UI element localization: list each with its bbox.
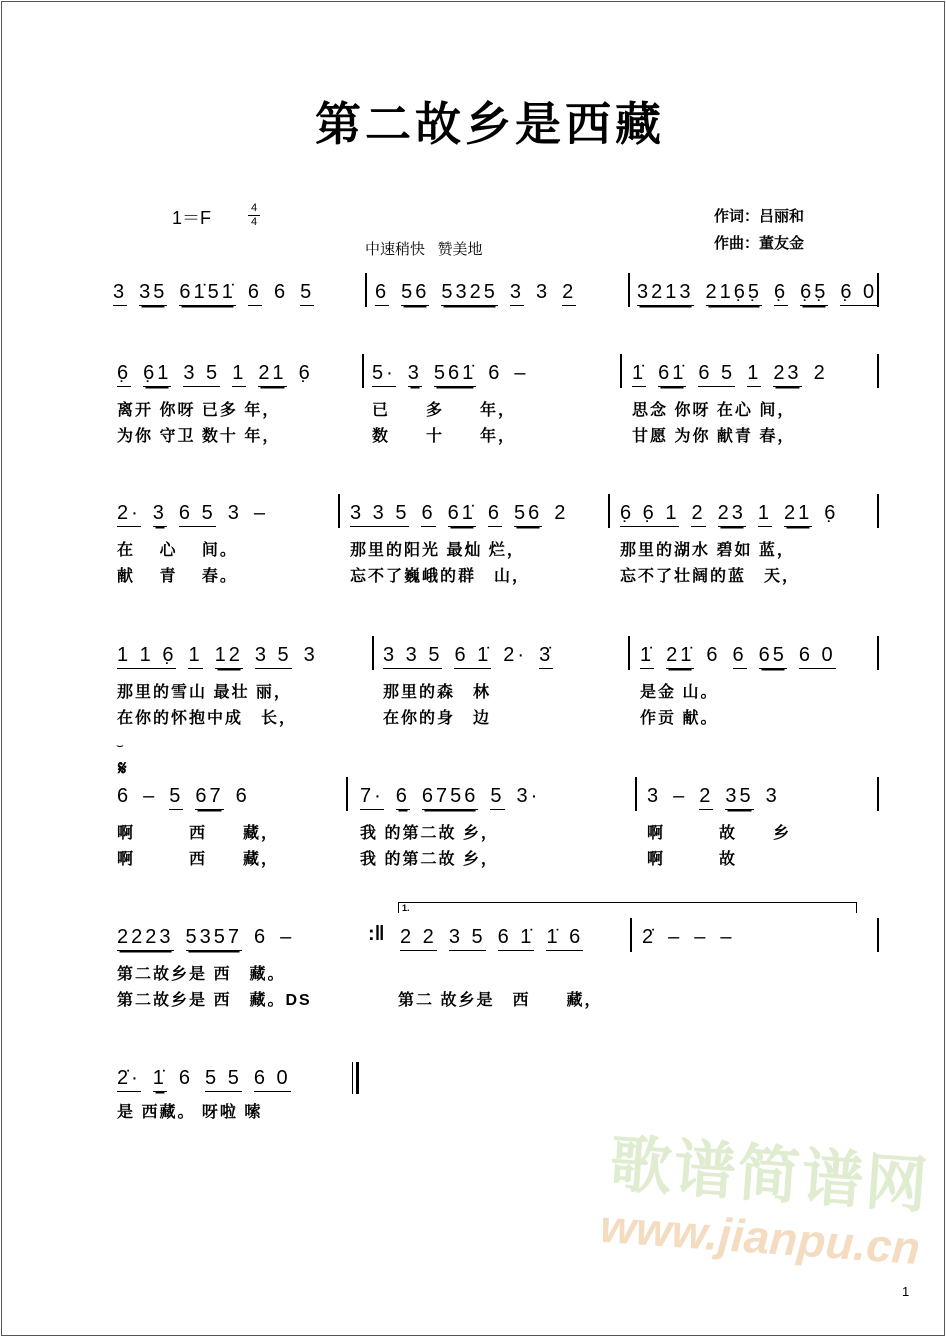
note-group: 3 — [647, 785, 662, 807]
note-group: 6 5 — [698, 362, 735, 387]
note-group: 1̇ — [640, 644, 654, 669]
lyric-verse-1: 那里的湖水 碧如 蓝， — [620, 542, 795, 559]
lyric-verse-1: 啊 西 藏， — [117, 825, 280, 842]
note-group: 3 5 — [255, 644, 292, 669]
measure — [117, 785, 262, 815]
note-group: 3 — [153, 502, 167, 527]
note-group: – — [694, 926, 709, 948]
note-group: 6 — [248, 281, 262, 306]
measure — [360, 785, 552, 815]
page-number: 1 — [902, 1284, 910, 1299]
note-group: 6̣ — [824, 502, 839, 524]
barline — [877, 354, 879, 388]
note-group: 65 — [759, 644, 787, 669]
song-title: 第二故乡是西藏 — [315, 97, 665, 151]
lyric-verse-1: 那里的森 林 — [383, 684, 492, 701]
note-group: 6 — [375, 281, 389, 306]
note-group: 3 — [227, 502, 242, 524]
lyric-verse-2: 啊 故 — [647, 851, 738, 868]
lyric-verse-1: 离开 你呀 已多 年， — [117, 402, 281, 419]
note-group: 61̇51̇ — [179, 281, 236, 306]
note-group: 67 — [195, 785, 223, 810]
measure — [117, 1067, 303, 1097]
time-top: 4 — [250, 202, 258, 214]
barline — [346, 777, 348, 811]
lyric-verse-1: 是金 山。 — [640, 684, 719, 701]
note-group: – — [673, 785, 688, 807]
note-group: 2 — [691, 502, 705, 527]
note-group: 21 — [258, 362, 286, 387]
measure — [632, 362, 840, 392]
note-group: 6 — [117, 785, 132, 807]
note-group: 6 — [706, 644, 721, 666]
measure — [647, 785, 792, 815]
note-group: 2 — [562, 281, 576, 306]
note-group: 6 — [488, 502, 502, 527]
lyric-verse-1: 那里的雪山 最壮 丽， — [117, 684, 292, 701]
note-group: 3 — [408, 362, 422, 387]
system-2 — [0, 362, 946, 492]
note-group: 5 5 — [205, 1067, 242, 1092]
barline — [877, 777, 879, 811]
note-group: 21 — [784, 502, 812, 527]
note-group: 35 — [139, 281, 167, 306]
lyric-verse-1: 我 的第二故 乡， — [360, 825, 499, 842]
note-group: 3 — [536, 281, 551, 303]
note-group: – — [280, 926, 295, 948]
lyric-verse-2: 忘不了巍峨的群 山， — [350, 568, 531, 585]
note-group: 216̣5̣ — [706, 281, 763, 306]
note-group: 2̇· — [117, 1067, 141, 1092]
measure — [372, 362, 541, 392]
lyric-verse-2: 数 十 年， — [372, 428, 517, 445]
note-group: 3 — [765, 785, 780, 807]
note-group: 5 — [300, 281, 314, 306]
measure — [642, 926, 747, 956]
lyricist: 作词：吕丽和 — [714, 208, 805, 225]
lyric-verse-1: 思念 你呀 在心 间， — [632, 402, 796, 419]
barline — [608, 494, 610, 528]
lyric-verse-2: 在你的身 边 — [383, 710, 492, 727]
note-group: 3 3 5 — [350, 502, 409, 527]
measure — [400, 926, 595, 956]
note-group: 6 1̇ — [454, 644, 491, 669]
note-group: 2 2 — [400, 926, 437, 951]
note-group: 1 — [232, 362, 246, 387]
barline — [628, 273, 630, 307]
note-group: 6 — [235, 785, 250, 807]
lyric-verse-2: 第二故乡是 西 藏。DS — [117, 992, 312, 1009]
barline — [630, 918, 632, 952]
note-group: 6 — [488, 362, 503, 384]
note-group: 5325 — [441, 281, 498, 306]
note-group: 3 5 — [449, 926, 486, 951]
barline — [877, 918, 879, 952]
note-group: 6̣ — [117, 362, 131, 387]
note-group: 21̇ — [666, 644, 694, 669]
measure — [117, 502, 280, 532]
note-group: 6̣ — [774, 281, 788, 306]
lyric-verse-2: 忘不了壮阔的蓝 天， — [620, 568, 801, 585]
note-group: 2 — [699, 785, 713, 810]
note-group: – — [720, 926, 735, 948]
note-group: 5 — [169, 785, 183, 810]
lyric-verse-2: 我 的第二故 乡， — [360, 851, 499, 868]
note-group: 6 0 — [799, 644, 836, 669]
measure — [640, 644, 848, 674]
note-group: 6 — [396, 785, 410, 810]
lyric-verse-1: 是 西藏。 呀啦 嗦 — [117, 1104, 263, 1121]
note-group: 3· — [516, 785, 541, 807]
note-group: 5· — [372, 362, 396, 387]
note-group: 12 — [215, 644, 243, 669]
note-group: 1 — [747, 362, 761, 387]
note-group: – — [143, 785, 158, 807]
lyric-verse-2: 甘愿 为你 献青 春， — [632, 428, 796, 445]
tempo-marking: 中速稍快 赞美地 — [365, 241, 483, 258]
barline — [362, 354, 364, 388]
lyric-verse-1: 那里的阳光 最灿 烂， — [350, 542, 525, 559]
note-group: 2 — [813, 362, 828, 384]
note-group: 1̇ 6 — [546, 926, 583, 951]
note-group: 3 — [303, 644, 318, 666]
barline — [338, 494, 340, 528]
system-6 — [0, 926, 946, 1056]
system-7 — [0, 1067, 946, 1197]
lyric-verse-2: 啊 西 藏， — [117, 851, 280, 868]
note-group: 6 — [421, 502, 435, 527]
note-group: 6756 — [422, 785, 479, 810]
time-signature — [248, 202, 260, 229]
watermark-logo: 歌谱简谱网 — [607, 1126, 932, 1223]
note-group: 2· — [117, 502, 141, 527]
note-group: 1 — [188, 644, 202, 669]
repeat-end-sign: :‖ — [368, 923, 385, 945]
note-group: 6 — [733, 644, 747, 669]
system-3 — [0, 502, 946, 632]
note-group: – — [668, 926, 683, 948]
key-signature: 1＝F — [172, 208, 212, 228]
lyric-verse-2: 为你 守卫 数十 年， — [117, 428, 281, 445]
note-group: – — [514, 362, 529, 384]
measure — [113, 281, 326, 311]
note-group: 6 1̇ — [498, 926, 535, 951]
note-group: 1 — [758, 502, 772, 527]
note-group: 6 — [178, 1067, 194, 1089]
lyric-verse-1: 啊 故 乡 — [647, 825, 792, 842]
composer: 作曲：董友金 — [714, 235, 805, 252]
note-group: 3̇ — [539, 644, 553, 669]
lyric-verse-1: 已 多 年， — [372, 402, 517, 419]
segno-sign: 𝄋 — [118, 758, 127, 780]
note-group: 56 — [514, 502, 542, 527]
barline — [365, 273, 367, 307]
note-group: – — [253, 502, 268, 524]
note-group: 2 — [554, 502, 569, 524]
time-bottom: 4 — [248, 215, 260, 229]
barline — [620, 354, 622, 388]
note-group: 5 — [490, 785, 504, 810]
measure — [383, 644, 565, 674]
barline — [877, 636, 879, 670]
measure — [375, 281, 588, 311]
note-group: 1̇ — [632, 362, 646, 387]
measure — [117, 644, 330, 674]
lyric-verse-2: 作贡 献。 — [640, 710, 719, 727]
note-group: 3213 — [637, 281, 694, 306]
note-group: 35 — [725, 785, 753, 810]
note-group: 3 5 — [183, 362, 220, 387]
measure — [117, 362, 325, 392]
barline — [635, 777, 637, 811]
note-group: 56 — [401, 281, 429, 306]
note-group: 6̣1 — [143, 362, 171, 387]
barline — [877, 494, 879, 528]
note-group: 5357 — [186, 926, 243, 951]
lyric-verse-1: 在 心 间。 — [117, 542, 238, 559]
note-group: 1 1 6̣ — [117, 644, 176, 669]
note-group: 3 — [113, 281, 127, 306]
note-group: 6 — [254, 926, 269, 948]
note-group: 3 3 5 — [383, 644, 442, 669]
note-group: 6 0 — [254, 1067, 291, 1092]
lyric-verse-1: 第二故乡是 西 藏。 — [117, 966, 286, 983]
note-group: 3 — [510, 281, 524, 306]
note-group: 1̇ — [153, 1067, 167, 1092]
watermark-url: www.jianpu.cn — [598, 1199, 922, 1275]
note-group: 6̣5̣ — [800, 281, 828, 306]
system-4 — [0, 644, 946, 774]
note-group: 2̇ — [642, 926, 657, 948]
volta-bracket: 1. — [398, 902, 857, 913]
measure — [350, 502, 580, 532]
note-group: 61̇ — [658, 362, 686, 387]
lyric-verse-2: 献 青 春。 — [117, 568, 238, 585]
lyric-verse-2: 第二 故乡是 西 藏， — [398, 992, 603, 1009]
note-group: 6̣ 6̣ 1 — [620, 502, 679, 527]
note-group: 6̣ 0 — [840, 281, 877, 306]
barline — [372, 636, 374, 670]
measure — [637, 281, 889, 311]
note-group: 23 — [773, 362, 801, 387]
measure — [620, 502, 850, 532]
note-group: 2· — [503, 644, 528, 666]
note-group: 6̣ — [298, 362, 313, 384]
note-group: 561̇ — [434, 362, 476, 387]
barline — [628, 636, 630, 670]
note-group: 6 — [274, 281, 289, 303]
lyric-verse-2: 在你的怀抱中成 长， — [117, 710, 298, 727]
note-group: 61̇ — [448, 502, 476, 527]
system-5 — [0, 785, 946, 915]
barline — [877, 273, 879, 307]
note-group: 6 5 — [179, 502, 216, 527]
note-group: 23 — [718, 502, 746, 527]
note-group: 7· — [360, 785, 384, 810]
measure — [117, 926, 306, 956]
note-group: 2223 — [117, 926, 174, 951]
breath-mark: ⌣ — [116, 738, 124, 752]
